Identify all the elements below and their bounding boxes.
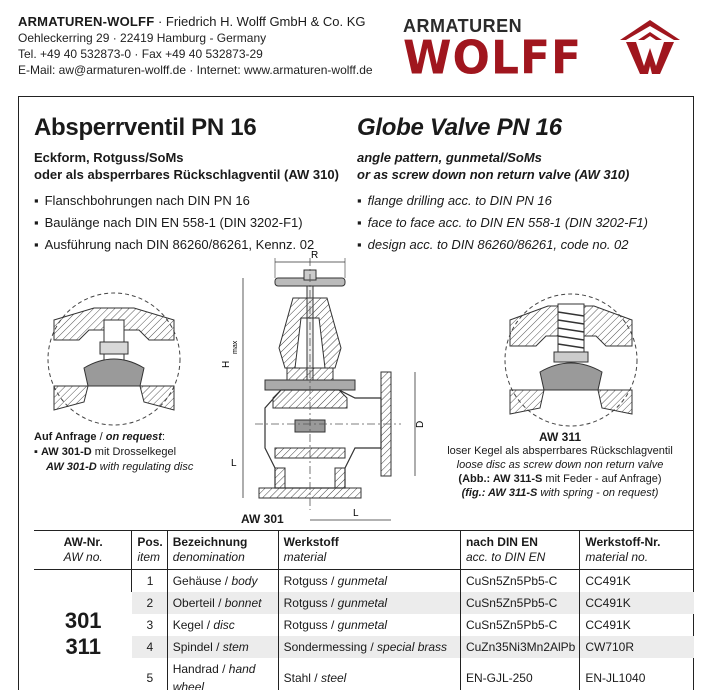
cell-material-no: CC491K [580, 614, 694, 636]
regulating-disc-detail-drawing [34, 290, 194, 428]
cell-material-no: CC491K [580, 592, 694, 614]
aw311s-text-de: mit Feder - auf Anfrage) [542, 473, 662, 485]
cell-material: Rotguss / gunmetal [278, 570, 460, 593]
cell-pos: 1 [132, 570, 167, 593]
loose-disc-detail-drawing [496, 290, 646, 430]
brand-main: WOLFF [403, 31, 583, 86]
aw301d-text-en: with regulating disc [96, 461, 194, 473]
company-legal-name: · Friedrich H. Wolff GmbH & Co. KG [154, 14, 366, 29]
globe-valve-cross-section-drawing [215, 248, 455, 530]
company-phone: Tel. +49 40 532873-0 · Fax +49 40 532873-29 [18, 47, 263, 61]
cell-material: Rotguss / gunmetal [278, 614, 460, 636]
cell-denomination: Oberteil / bonnet [167, 592, 278, 614]
cell-material-no: CC491K [580, 570, 694, 593]
company-info [18, 14, 373, 78]
product-title-de: Absperrventil PN 16 [34, 114, 257, 141]
page-header [0, 0, 713, 90]
aw-number: 311 [65, 634, 101, 659]
cell-material-no: CW710R [580, 636, 694, 658]
product-subtitle-en [357, 149, 629, 183]
subtitle-en-line-2: or as screw down non return valve (AW 310) [357, 167, 630, 182]
dim-h-sub-label: max [232, 340, 239, 354]
feature-list-de [34, 190, 314, 256]
feature-item: ▪ Ausführung nach DIN 86260/86261, Kennz. 02 [34, 234, 314, 256]
feature-item: ▪ design acc. to DIN 86260/86261, code no. 02 [357, 234, 648, 256]
cell-denomination: Spindel / stem [167, 636, 278, 658]
cell-denomination: Handrad / hand wheel [167, 658, 278, 690]
wolff-logo-icon [618, 18, 682, 76]
dim-r-label: R [311, 250, 319, 261]
subtitle-de-line-2: oder als absperrbares Rückschlagventil (AW 310) [34, 167, 339, 182]
aw301d-code-en: AW 301-D [46, 461, 97, 473]
table-row [34, 658, 694, 690]
product-title-en: Globe Valve PN 16 [357, 114, 562, 141]
cell-pos: 5 [146, 671, 154, 685]
aw311s-code-en: (fig.: AW 311-S [461, 487, 538, 499]
on-request-de: Auf Anfrage [34, 431, 97, 443]
aw311s-code-de: (Abb.: AW 311-S [458, 473, 543, 485]
cell-din: CuSn5Zn5Pb5-C [460, 614, 579, 636]
col-material: Werkstoff material [278, 531, 460, 570]
aw-number-cell [34, 570, 132, 690]
aw311-title: AW 311 [538, 430, 582, 444]
company-address: Oehleckerring 29 · 22419 Hamburg - Germany [18, 31, 267, 45]
aw301d-code-de: AW 301-D [40, 446, 92, 458]
cell-pos: 2 [132, 592, 167, 614]
materials-table [34, 530, 694, 690]
col-denomination: Bezeichnung denomination [167, 531, 278, 570]
table-header-row [34, 531, 694, 570]
aw-number: 301 [64, 608, 102, 633]
dim-l-bottom-label: L [353, 508, 359, 519]
cell-din: CuZn35Ni3Mn2AlPb [460, 636, 579, 658]
on-request-en: on request [105, 431, 162, 443]
col-material-no: Werkstoff-Nr. material no. [580, 531, 694, 570]
cell-material: Stahl / steel [278, 658, 460, 690]
brand-top: ARMATUREN [403, 16, 523, 36]
subtitle-en-line-1: angle pattern, gunmetal/SoMs [357, 150, 542, 165]
subtitle-de-line-1: Eckform, Rotguss/SoMs [34, 150, 184, 165]
cell-pos: 3 [146, 618, 154, 632]
table-row [34, 592, 694, 614]
brand-logo-text [403, 16, 593, 86]
col-din-en: nach DIN EN acc. to DIN EN [460, 531, 579, 570]
aw311-note [440, 430, 680, 500]
company-name: ARMATUREN-WOLFF [18, 14, 155, 29]
feature-list-en [357, 190, 648, 256]
cell-pos: 4 [132, 636, 167, 658]
aw311-line-en: loose disc as screw down non return valve [456, 459, 664, 471]
feature-item: ▪ Baulänge nach DIN EN 558-1 (DIN 3202-F1) [34, 212, 314, 234]
table-row [34, 636, 694, 658]
aw311s-text-en: with spring - on request) [537, 487, 659, 499]
aw301d-text-de: mit Drosselkegel [91, 446, 177, 458]
cell-din: CuSn5Zn5Pb5-C [460, 592, 579, 614]
cell-din: EN-GJL-250 [460, 658, 579, 690]
col-aw-no: AW-Nr. AW no. [63, 535, 103, 564]
cell-denomination: Gehäuse / body [167, 570, 278, 593]
feature-item: ▪ Flanschbohrungen nach DIN PN 16 [34, 190, 314, 212]
product-subtitle-de [34, 149, 339, 183]
feature-item: ▪ flange drilling acc. to DIN PN 16 [357, 190, 648, 212]
cell-din: CuSn5Zn5Pb5-C [460, 570, 579, 593]
table-row [34, 570, 694, 593]
dim-h-label: H [221, 360, 232, 368]
cell-denomination: Kegel / disc [167, 614, 278, 636]
company-email: E-Mail: aw@armaturen-wolff.de · Internet: www.armaturen-wolff.de [18, 63, 373, 77]
aw301-drawing-label: AW 301 [241, 512, 284, 526]
cell-material: Rotguss / gunmetal [278, 592, 460, 614]
on-request-note: Auf Anfrage / on request: ▪ AW 301-D mit Drosselkegel AW 301-D with regulating disc [34, 431, 194, 473]
dim-d-label: D [415, 420, 426, 428]
table-row [34, 614, 694, 636]
feature-item: ▪ face to face acc. to DIN EN 558-1 (DIN 3202-F1) [357, 212, 648, 234]
cell-material: Sondermessing / special brass [278, 636, 460, 658]
dim-l-side-label: L [231, 458, 237, 469]
cell-material-no: EN-JL1040 [580, 658, 694, 690]
col-pos: Pos. item [132, 531, 167, 570]
aw311-line-de: loser Kegel als absperrbares Rückschlagventil [447, 445, 673, 457]
